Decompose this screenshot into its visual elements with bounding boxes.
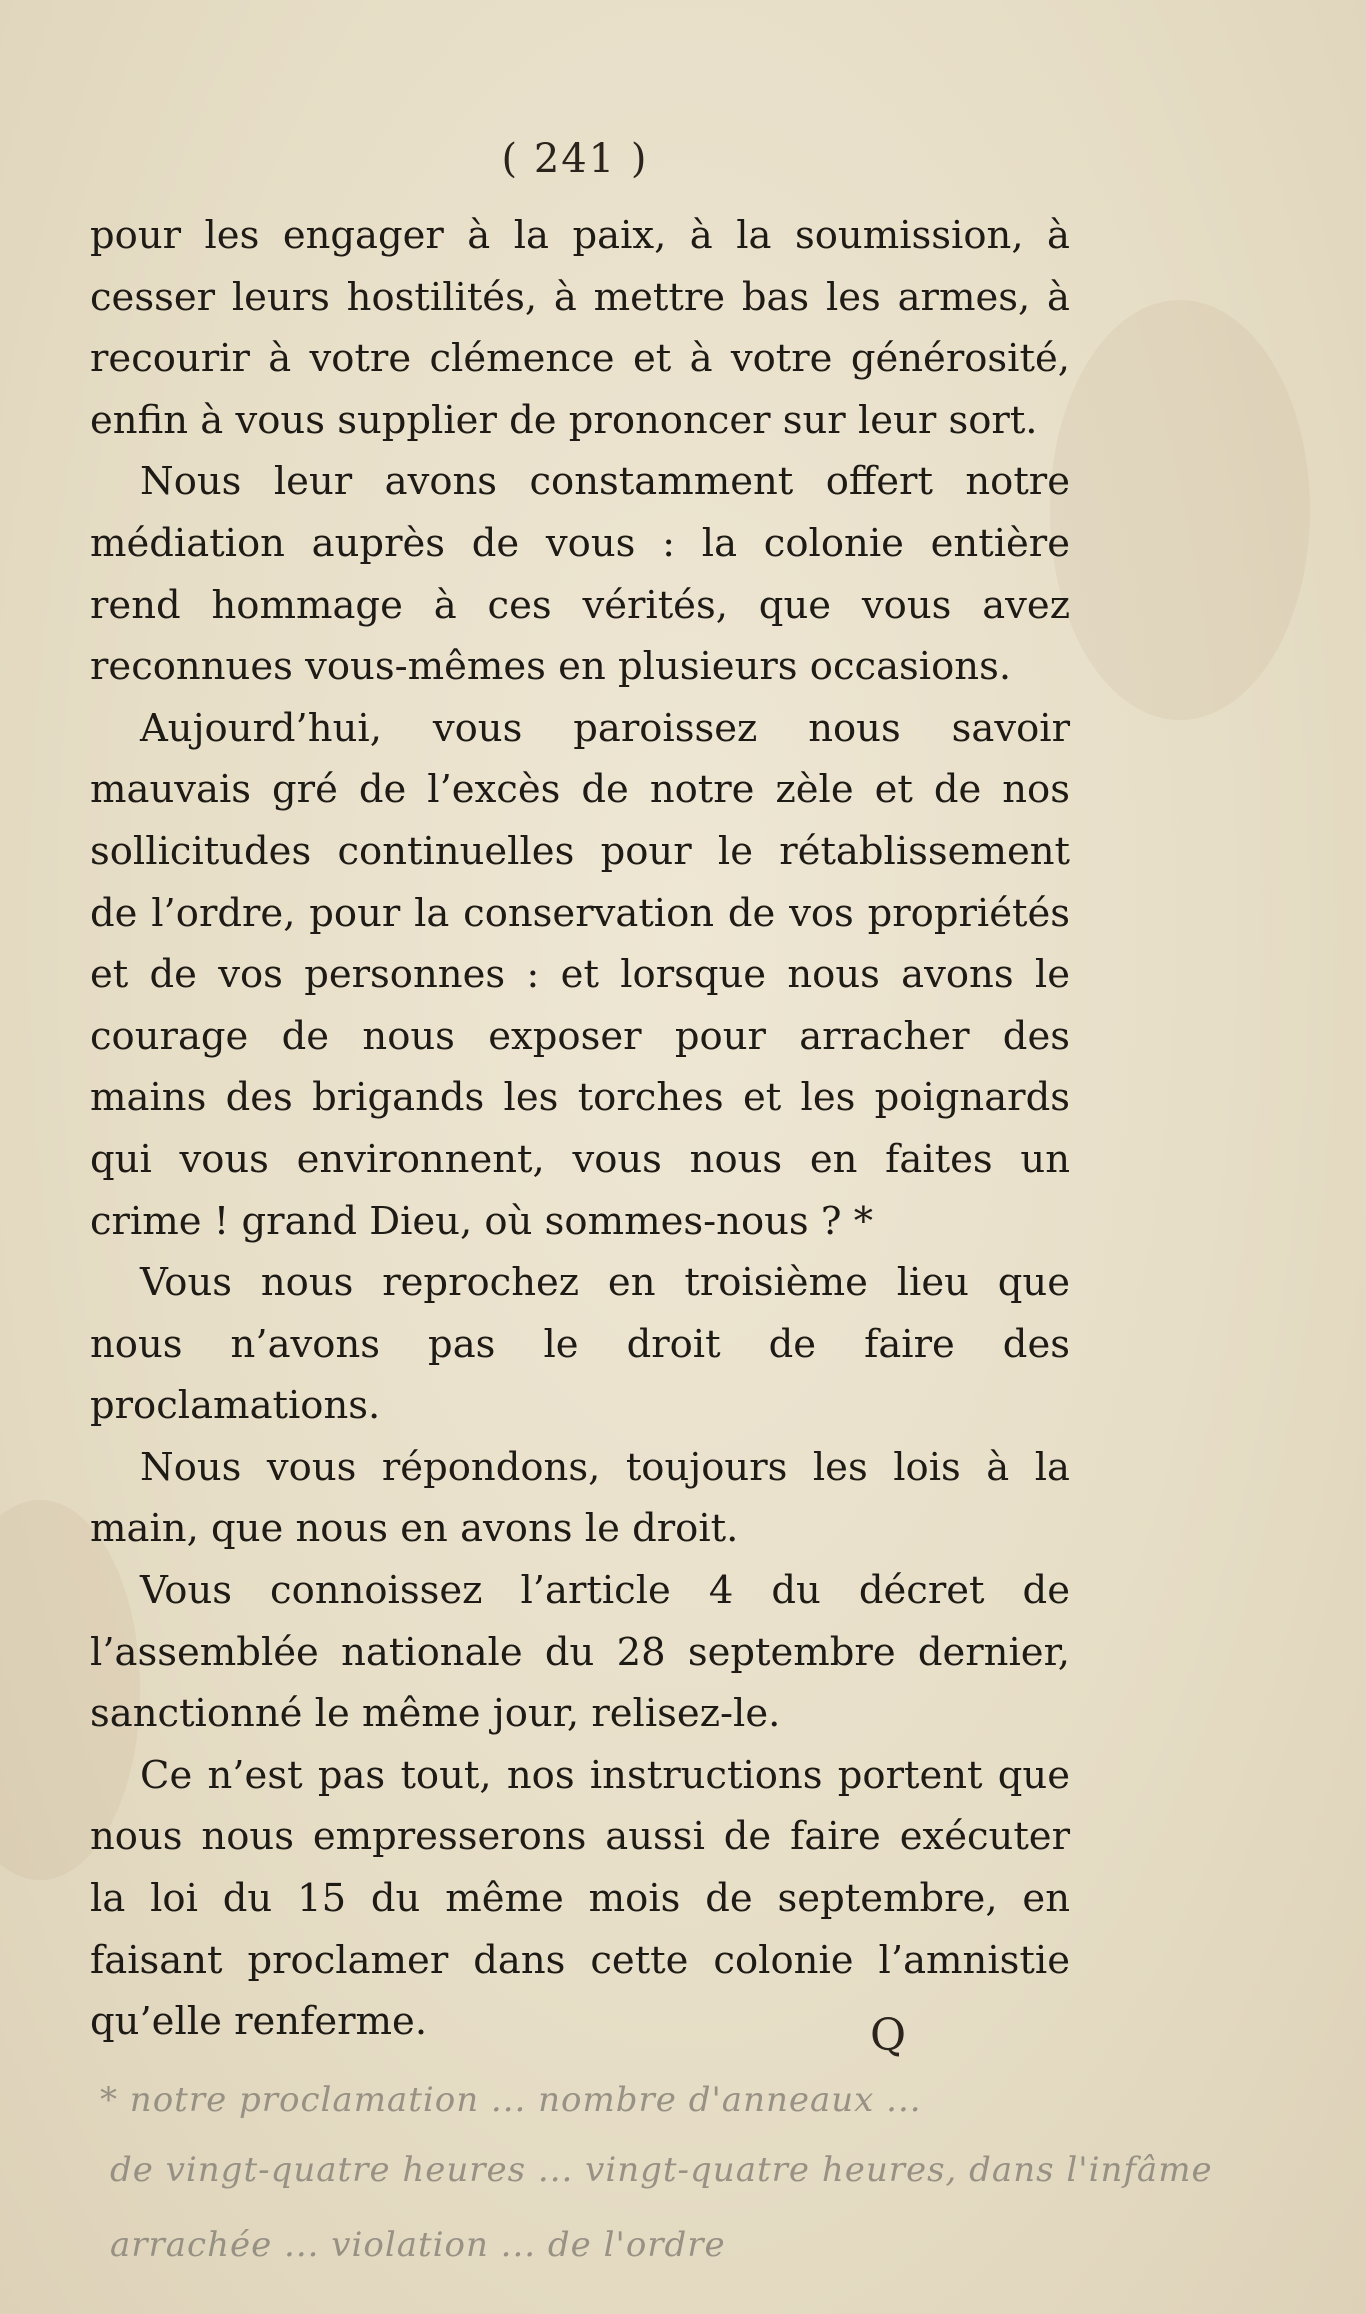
signature-mark: Q [870, 2010, 907, 2061]
paragraph: Nous leur avons constamment offert notre médiation auprès de vous : la colonie entière rend hommage à ces vérités, que vous avez reconnues vous-mêmes en plusieurs occasions. [90, 459, 1070, 690]
handwritten-note-line: arrachée ... violation ... de l'ordre [110, 2225, 726, 2265]
paragraph: Ce n’est pas tout, nos instructions portent que nous nous empresserons aussi de faire exécuter la loi du 15 du même mois de septembre, en faisant proclamer dans cette colonie l’amnistie qu’elle renferme. [90, 1752, 1070, 2045]
handwritten-note-line: de vingt-quatre heures ... vingt-quatre heures, dans l'infâme [110, 2150, 1213, 2190]
paragraph: Vous nous reprochez en troisième lieu que nous n’avons pas le droit de faire des proclamations. [90, 1260, 1070, 1429]
paragraph: Aujourd’hui, vous paroissez nous savoir mauvais gré de l’excès de notre zèle et de nos sollicitudes continuelles pour le rétablissement de l’ordre, pour la conservation de vos propriétés et de vos personnes : et lorsque nous avons le courage de nous exposer pour arracher des mains des brigands les torches et les poignards qui vous environnent, vous nous en faites un crime ! grand Dieu, où sommes-nous ? * [90, 705, 1070, 1244]
paragraph: Nous vous répondons, toujours les lois à la main, que nous en avons le droit. [90, 1444, 1070, 1552]
handwritten-note-line: * notre proclamation ... nombre d'anneaux ... [100, 2080, 922, 2120]
page-number: ( 241 ) [501, 136, 649, 182]
paragraph: pour les engager à la paix, à la soumission, à cesser leurs hostilités, à mettre bas les armes, à recourir à votre clémence et à votre générosité, enfin à vous supplier de prononcer sur leur sort. [90, 213, 1070, 443]
paragraph: Vous connoissez l’article 4 du décret de l’assemblée nationale du 28 septembre dernier, sanctionné le même jour, relisez-le. [90, 1568, 1070, 1737]
paper-stain [1050, 300, 1310, 720]
body-text [90, 205, 1070, 2053]
